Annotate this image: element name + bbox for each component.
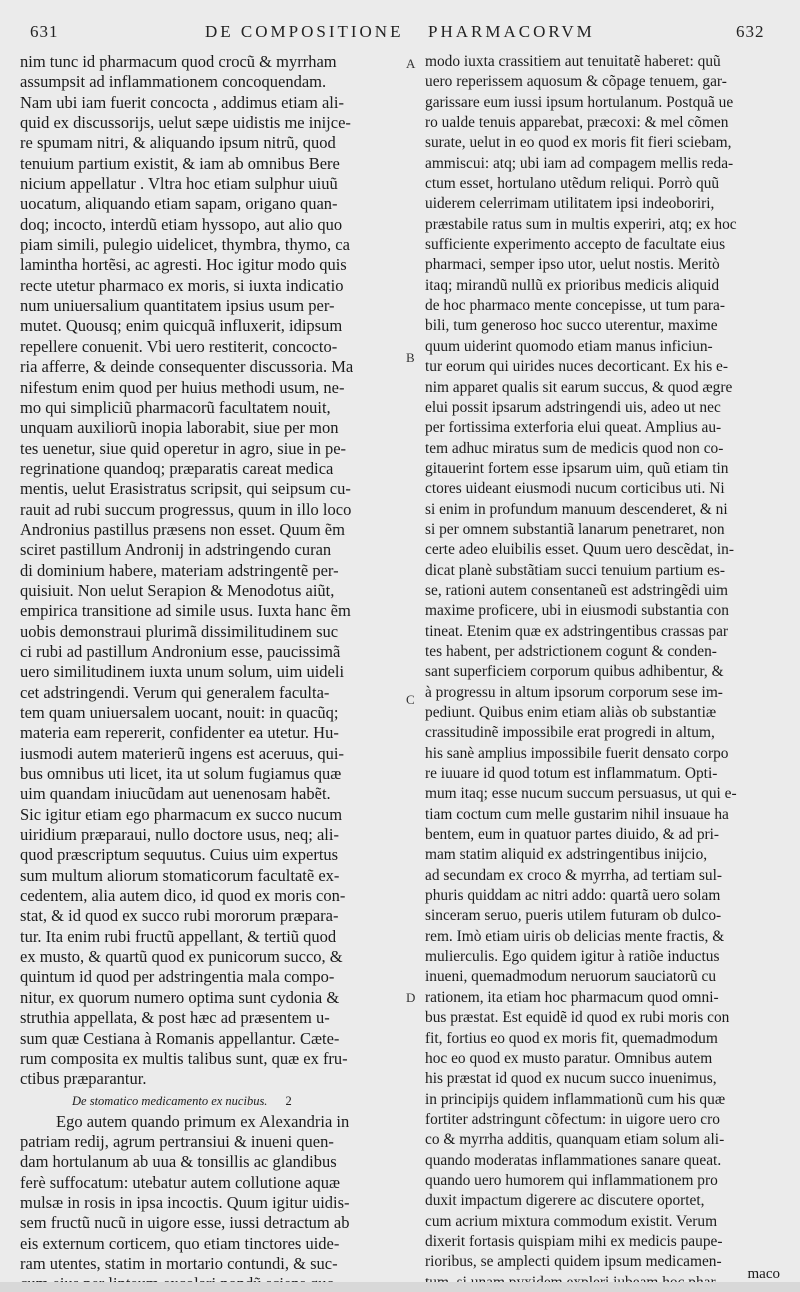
text-line: duxit impactum digerere ac discutere oportet, (425, 1192, 705, 1210)
text-line: tem quam uniuersalem uocant, nouit: in quacũq; (20, 703, 339, 722)
text-line: quando uero humorem qui inflammationem pro (425, 1171, 718, 1189)
text-line: inueni, quemadmodum neruorum sauciatorũ cu (425, 968, 717, 986)
running-header (0, 22, 800, 46)
text-line: gitauerint fortem esse ipsarum uim, quũ etiam tin (425, 459, 729, 477)
margin-letter-a: A (406, 56, 416, 71)
text-line: tes habent, per adstrictionem cogunt & conden- (425, 642, 717, 660)
text-line: præstabile ratus sum in multis experiri, atq; ex hoc (425, 215, 737, 233)
text-line: ctum esset, hortulano utẽdum reliqui. Porrò quũ (425, 175, 720, 193)
text-line: pediunt. Quibus enim etiam aliàs ob substantiæ (425, 704, 717, 721)
text-line: tineat. Etenim quæ ex adstringentibus crassas par (425, 622, 729, 640)
text-line: uobis demonstraui plurimã dissimilitudinem suc (20, 621, 339, 641)
margin-letter-b: B (406, 350, 415, 365)
text-line: rioribus, se amplecti quidem ipsum medicamen- (425, 1253, 722, 1271)
text-line: per fortissima exterforia elui queat. Amplius au- (425, 419, 722, 437)
text-line: ria afferre, & deinde consequenter discussoria. Ma (20, 357, 354, 377)
text-line: uero similitudinem iuxta unum solum, uim uideli (20, 662, 345, 682)
text-line: sem fructũ nucũ in uigore esse, iussi detractum ab (20, 1213, 350, 1233)
text-line: mulsæ in rosis in ipsa incoctis. Quum igitur uidis- (20, 1192, 350, 1212)
section-number: 2 (285, 1093, 292, 1108)
text-line: ex musto, & quartũ quod ex punicorum succo, & (20, 947, 343, 967)
text-line: Nam ubi iam fuerit concocta , addimus etiam ali- (20, 92, 344, 112)
text-line: si enim in profundum manuum descenderet, & ni (425, 500, 728, 518)
text-line: quisiuit. Non uelut Serapion & Menodotus aiũt, (20, 580, 335, 600)
text-line: ci rubi ad pastillum Andronium esse, paucissimã (20, 641, 341, 661)
text-line: rationem, ita etiam hoc pharmacum quod omni- (425, 988, 719, 1006)
text-line: bili, tum generoso hoc succo uterentur, maxime (425, 317, 718, 335)
text-line: pharmaci, semper ipso utor, uelut nostis. Meritò (425, 256, 720, 274)
text-line: ctibus præparantur. (20, 1069, 147, 1089)
text-line: bus omnibus uti licet, ita ut solum fugiamus quæ (20, 764, 342, 784)
text-line: nim apparet qualis sit earum succus, & quod ægre (425, 378, 733, 396)
text-line: in principijs quidem inflammationũ cum his quæ (425, 1090, 726, 1108)
text-line: re iuuare id quod totum est inflammatum. Opti- (425, 765, 718, 783)
text-line: ferè suffocatum: utebatur autem collutione aquæ (20, 1172, 340, 1192)
text-line: lamintha hortẽsi, ac agresti. Hoc igitur modo quis (20, 255, 347, 275)
text-line: ad secundam ex croco & myrrha, ad tertiam sul- (425, 866, 723, 884)
text-line: fit, fortius eo quod ex moris fit, quemadmodum (425, 1029, 718, 1047)
text-line: ammiscui: atq; ubi iam ad compagem mellis reda- (425, 154, 734, 172)
text-line: uiderem celerrimam utilitatem ipsi indeoboriri, (425, 195, 715, 213)
text-line: sciret pastillum Andronij in adstringendo curan (20, 540, 332, 560)
text-line: certe adeo eluibilis esset. Quum uero descẽdat, in- (425, 541, 734, 559)
right-running-title: PHARMACORVM (428, 22, 595, 41)
left-page-number: 631 (30, 22, 59, 41)
text-line: piam simili, pulegio uidelicet, thymbra, thymo, ca (20, 235, 350, 255)
text-line: recte utetur pharmaco ex moris, si iuxta indicatio (20, 275, 344, 295)
text-line: cet adstringendi. Verum qui generalem faculta- (20, 682, 330, 702)
text-line: re spumam nitri, & aliquando ipsum nitrũ, quod (20, 133, 336, 153)
text-line: co & myrrha additis, quanquam etiam solum ali- (425, 1131, 725, 1149)
text-line: tenuium partium existit, & iam ab omnibus Bere (20, 153, 340, 173)
text-line: bus præstat. Est equidẽ id quod ex rubi moris con (425, 1009, 730, 1027)
text-line: dam hortulanum ab uua & tonsillis ac glandibus (20, 1152, 337, 1172)
text-line: rem. Imò etiam uiris ob delicias mente fractis, & (425, 927, 725, 945)
text-line: modo iuxta crassitiem aut tenuitatẽ haberet: quũ (425, 53, 721, 70)
text-line: si per omnem substantiã lanarum penetraret, non (425, 520, 725, 538)
text-line: his præstat id quod ex nucum succo inuenimus, (425, 1070, 717, 1088)
left-text-column (20, 52, 408, 1292)
text-line: garissare eum iussi ipsum hortulanum. Postquã ue (425, 93, 734, 111)
text-line: hoc eo quod ex musto paratur. Omnibus autem (425, 1049, 713, 1067)
text-line: mentis, uelut Erasistratus scripsit, qui seipsum cu- (20, 479, 351, 499)
text-line: nicium appellatur . Vltra hoc etiam sulphur uiuũ (20, 174, 338, 194)
text-line: uero reperissem aquosum & cõpage tenuem, gar- (425, 73, 727, 91)
text-line: iusmodi autem materierũ ingens est aceruus, qui- (20, 743, 344, 763)
text-line: dixerit fortasis quispiam mihi ex medicis paupe- (425, 1232, 723, 1250)
text-line: num uniuersalium quantitatem ipsius usum per- (20, 296, 335, 316)
text-line: uocatum, aliquando etiam sapam, origano quan- (20, 194, 338, 214)
text-line: itaq; mirandũ nullũ ex prioribus medicis aliquid (425, 276, 720, 294)
text-line: rauit ad rubi succum progressus, quum in illo loco (20, 499, 352, 519)
text-line: Sic igitur etiam ego pharmacum ex succo nucum (20, 804, 343, 824)
text-line: sum multum aliorum stomaticorum facultatẽ ex- (20, 865, 340, 885)
text-line: dicat planè substãtiam succi tenuium partium es- (425, 561, 726, 579)
text-line: doq; incocto, interdũ etiam hyssopo, aut alio quo (20, 214, 343, 234)
text-line: tur eorum qui uirides nuces decorticant. Ex his e- (425, 358, 729, 376)
text-line: tes uenetur, siue quid operetur in agro, siue in pe- (20, 438, 347, 458)
text-line: patriam redij, agrum pertransiui & inueni quen- (20, 1131, 334, 1151)
text-line: Andronius pastillus præsens non esset. Quum ẽm (20, 519, 345, 539)
right-page-number: 632 (736, 22, 765, 41)
text-line: tiam coctum cum melle gustarim nihil insuaue ha (425, 805, 729, 823)
text-line: bentem, eum in quatuor partes diuido, & ad pri- (425, 826, 720, 844)
text-line: cedentem, alia autem dico, id quod ex moris con- (20, 886, 346, 906)
text-line: ram utentes, statim in mortario contundi, & suc- (20, 1253, 338, 1273)
text-line: mo qui simpliciũ pharmacorũ facultatem nouit, (20, 397, 331, 417)
section-heading (20, 1090, 408, 1112)
text-line: elui possit ipsarum adstringendi uis, adeo ut nec (425, 398, 721, 416)
text-line: quando moderatas inflammationes sanare queat. (425, 1151, 722, 1169)
text-line: quum uiderint quomodo etiam manus inficiun- (425, 337, 713, 355)
margin-letter-d: D (406, 990, 416, 1005)
text-line: mum itaq; esse nucum succum persuasus, ut qui e- (425, 785, 737, 803)
text-line: maxime proficere, ubi in eiusmodi substantia con (425, 602, 729, 620)
text-line: mulierculis. Ego quidem igitur à ratiõe inductus (425, 948, 720, 966)
text-line: struthia appellata, & post hæc ad præsentem u- (20, 1008, 330, 1028)
margin-letter-c: C (406, 692, 415, 707)
text-line: fortiter adstringunt cõfectum: in uigore uero cro (425, 1110, 720, 1128)
text-line: his sanè amplius impossibile fuerit densato corpo (425, 744, 729, 762)
text-line: tem adhuc miratus sum de medicis quod non co- (425, 439, 724, 457)
text-line: repellere conuenit. Vbi uero restiterit, concocto- (20, 336, 338, 356)
text-line: regrinatione quandoq; præparatis careat medica (20, 458, 334, 478)
text-line: de hoc pharmaco mente concepisse, ut tum para- (425, 297, 725, 315)
text-line: ro ualde tenuis apparebat, præcoxi: & mel cõmen (425, 114, 729, 132)
text-line: stat, & id quod ex succo rubi mororum præpara- (20, 906, 339, 926)
page-bottom-edge (0, 1282, 800, 1292)
text-line: assumpsit ad inflammationem concoquendam. (20, 72, 327, 92)
right-text-column (425, 52, 793, 1292)
text-line: Ego autem quando primum ex Alexandria in (56, 1111, 350, 1131)
text-line: sufficiente experimento accepto de facultate eius (425, 236, 726, 254)
text-line: unquam auxiliorũ inopia laborabit, siue per mon (20, 418, 339, 438)
text-line: tur. Ita enim rubi fructũ appellant, & tertiũ quod (20, 926, 337, 946)
text-line: quintum id quod per adstringentia mala compo- (20, 967, 335, 987)
text-line: cum acrium mixtura commodum existit. Verum (425, 1212, 718, 1230)
text-line: sant superficiem corporum quibus adhibentur, & (425, 663, 724, 681)
section-heading-text: De stomatico medicamento ex nucibus. (72, 1093, 268, 1108)
text-line: mutet. Quousq; enim quicquã influxerit, idipsum (20, 316, 343, 336)
text-line: crassitudinẽ impossibile erat progredi in altum, (425, 724, 715, 742)
text-line: phuris quiddam ac nitri addo: quartã uero solam (425, 887, 721, 905)
text-line: sum quæ Cestiana à Romanis appellantur. Cæte- (20, 1028, 340, 1048)
text-line: surate, uelut in eo quod ex moris fit fieri sciebam, (425, 134, 732, 152)
text-line: rum composita ex multis talibus sunt, quæ ex fru- (20, 1048, 348, 1068)
text-line: di dominium habere, materiam adstringentẽ per- (20, 560, 339, 580)
text-line: quid ex discussorijs, uelut sæpe uidistis me inijce- (20, 113, 351, 133)
text-line: eis externum corticem, quo etiam tinctores uide- (20, 1233, 340, 1253)
text-line: nim tunc id pharmacum quod crocũ & myrrham (20, 52, 337, 71)
text-line: uiridium præparaui, nullo doctore usus, neq; ali- (20, 825, 339, 845)
text-line: mam statim aliquid ex adstringentibus inijcio, (425, 846, 708, 864)
text-line: se, rationi autem consentaneũ est adstringẽdi uim (425, 581, 729, 599)
text-line: à progressu in altum ipsorum corporum sese im- (425, 683, 723, 701)
text-line: uim quandam iniucũdam aut uenenosam habẽt. (20, 784, 331, 804)
text-line: sinceram seruo, pueris utilem futuram ob dulco- (425, 907, 722, 925)
text-line: empirica transitione ad simile usus. Iuxta hanc ẽm (20, 601, 351, 621)
catchword: maco (747, 1266, 780, 1282)
text-line: ctores uideant eiusmodi nucum corticibus uti. Ni (425, 480, 725, 498)
text-line: nifestum enim quod per huius methodi usum, ne- (20, 377, 345, 397)
text-line: materia eam repererit, confidenter ea utetur. Hu- (20, 723, 339, 743)
text-line: nitur, ex quorum numero optima sunt cydonia & (20, 987, 340, 1007)
text-line: quod præscriptum sequutus. Cuius uim expertus (20, 845, 339, 865)
margin-gutter (402, 52, 426, 1272)
left-running-title: DE COMPOSITIONE (205, 22, 404, 41)
